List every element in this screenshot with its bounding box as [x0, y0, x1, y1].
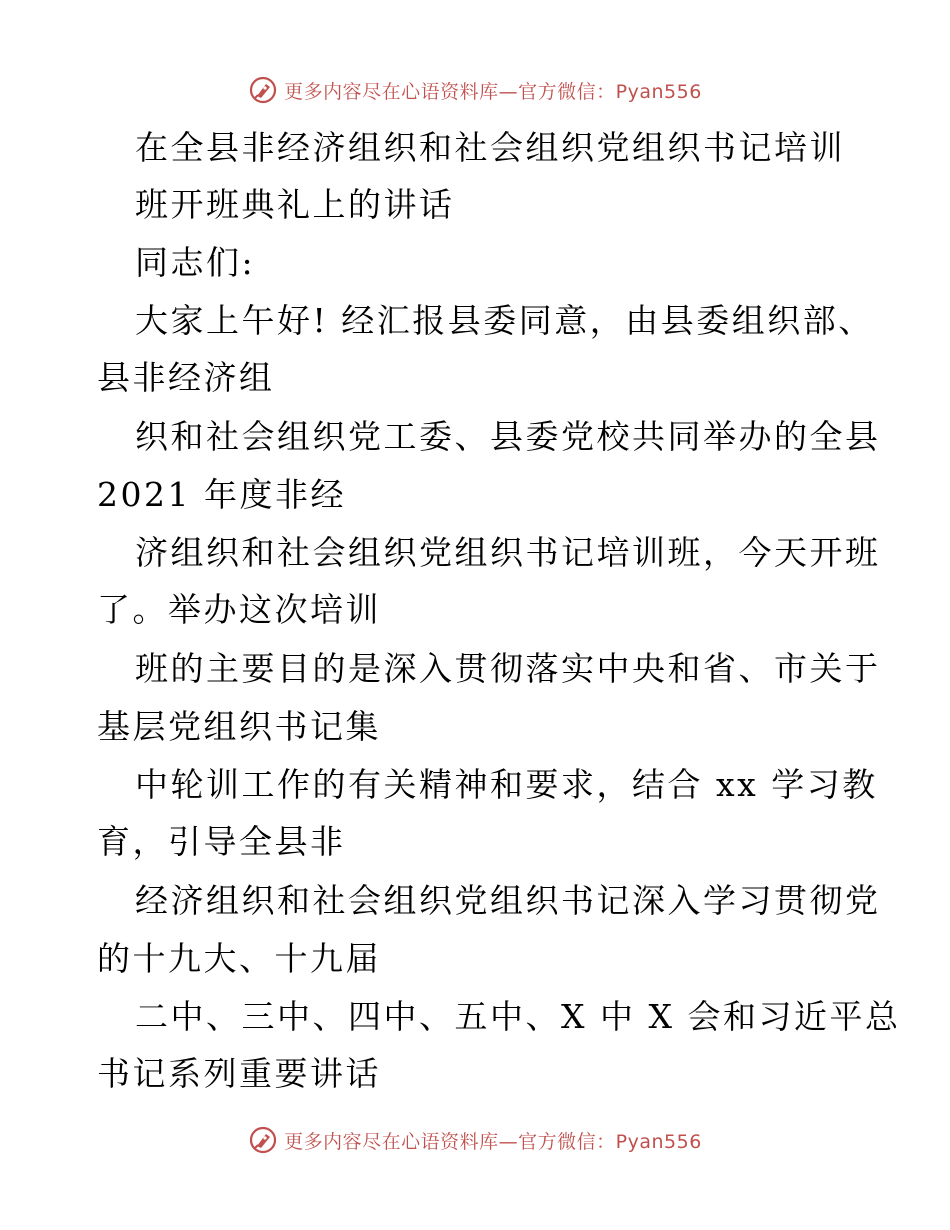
doc-line: 班的主要目的是深入贯彻落实中央和省、市关于 — [135, 649, 881, 688]
footer-watermark-text: 更多内容尽在心语资料库—官方微信：Pyan556 — [284, 1130, 702, 1153]
doc-line: 基层党组织书记集 — [97, 707, 381, 746]
doc-line: 二中、三中、四中、五中、X 中 X 会和习近平总 — [135, 997, 901, 1036]
doc-line: 班开班典礼上的讲话 — [135, 185, 455, 224]
doc-line: 中轮训工作的有关精神和要求，结合 xx 学习教 — [135, 765, 878, 804]
doc-line: 了。举办这次培训 — [97, 590, 381, 629]
header-watermark — [0, 70, 950, 110]
fountain-pen-nib-icon — [248, 1125, 278, 1155]
doc-line: 济组织和社会组织党组织书记培训班，今天开班 — [135, 533, 881, 572]
footer-watermark — [0, 1120, 950, 1160]
doc-line: 在全县非经济组织和社会组织党组织书记培训 — [135, 128, 845, 167]
doc-line: 育，引导全县非 — [97, 822, 346, 861]
doc-line: 2021 年度非经 — [97, 475, 346, 514]
header-watermark-text: 更多内容尽在心语资料库—官方微信：Pyan556 — [284, 80, 702, 103]
doc-line: 经济组织和社会组织党组织书记深入学习贯彻党 — [135, 881, 881, 920]
doc-line: 的十九大、十九届 — [97, 939, 381, 978]
doc-line: 县非经济组 — [97, 358, 275, 397]
fountain-pen-nib-icon — [248, 75, 278, 105]
doc-line: 大家上午好! 经汇报县委同意，由县委组织部、 — [135, 301, 874, 340]
doc-line: 书记系列重要讲话 — [97, 1054, 381, 1093]
doc-line: 织和社会组织党工委、县委党校共同举办的全县 — [135, 417, 881, 456]
doc-line: 同志们: — [135, 243, 256, 282]
